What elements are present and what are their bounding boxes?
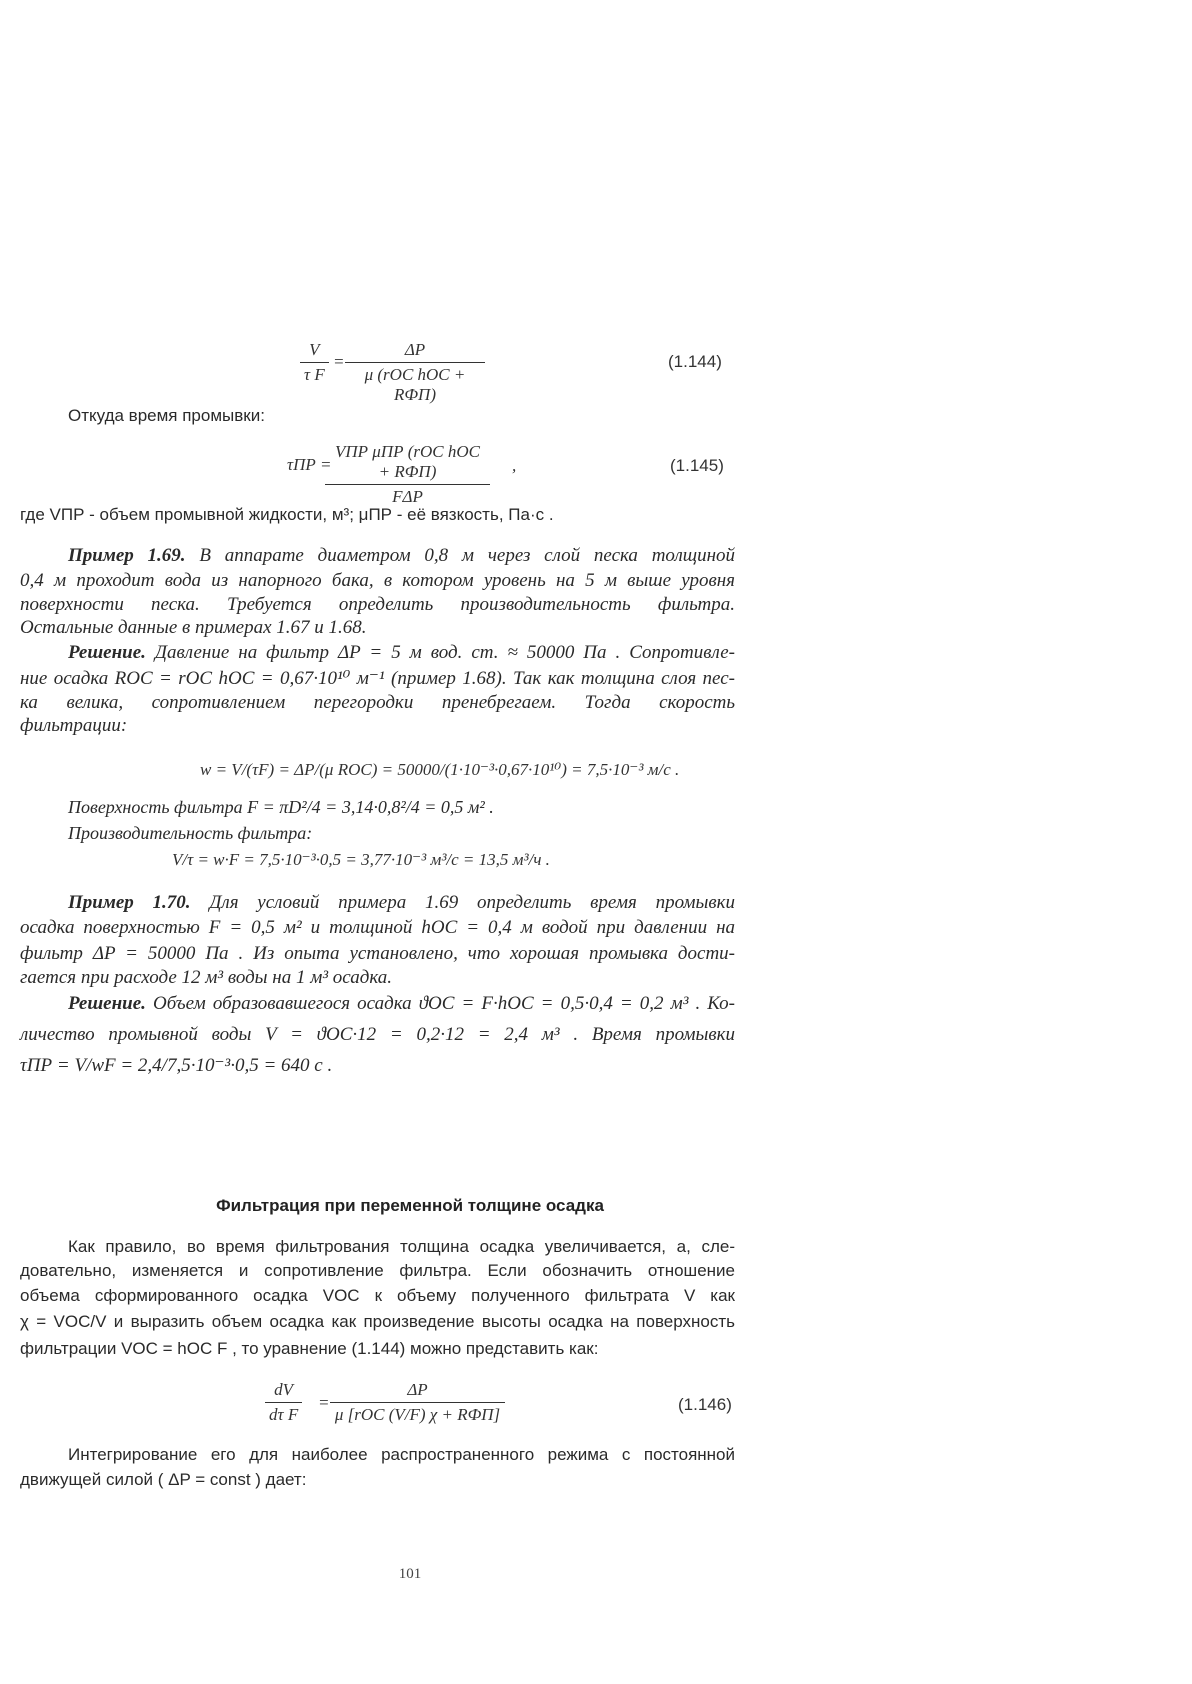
eq146-lhs-num: dV — [265, 1380, 302, 1403]
sol170-line-2: личество промывной воды V = ϑОС·12 = 0,2·12 = 2,4 м³ . Время промывки — [20, 1024, 735, 1045]
para-line-4: χ = VОС/V и выразить объем осадка как произведение высоты осадка на поверхность — [20, 1312, 735, 1331]
eq144-rhs-num: ΔP — [345, 340, 485, 363]
eq146-number: (1.146) — [678, 1395, 732, 1414]
page-number: 101 — [398, 1566, 422, 1582]
eq146-equals: = — [318, 1393, 330, 1412]
section-heading: Фильтрация при переменной толщине осадка — [216, 1196, 604, 1215]
sol169-line-4: фильтрации: — [20, 715, 128, 736]
sol170-line-3: τПР = V/wF = 2,4/7,5·10⁻³·0,5 = 640 с . — [20, 1055, 333, 1076]
eq145-rhs-fraction — [325, 442, 490, 507]
sol169-prod-eq: V/τ = w·F = 7,5·10⁻³·0,5 = 3,77·10⁻³ м³/с = 13,5 м³/ч . — [172, 850, 550, 869]
eq144-number: (1.144) — [668, 352, 722, 371]
ex170-line-1: Пример 1.70. Для условий примера 1.69 определить время промывки — [68, 892, 736, 913]
eq144-rhs-den: μ (rОС hОС + RФП) — [364, 365, 466, 404]
sol170-label: Решение. — [68, 993, 146, 1014]
para-line-1: Как правило, во время фильтрования толщина осадка увеличивается, а, сле- — [68, 1237, 735, 1256]
eq146-rhs-fraction — [330, 1380, 505, 1425]
para2-line-1: Интегрирование его для наиболее распространенного режима с постоянной — [68, 1445, 735, 1464]
eq145-lhs: τПР = — [287, 455, 332, 474]
eq145-number: (1.145) — [670, 456, 724, 475]
sol169-eq-w: w = V/(τF) = ΔP/(μ RОС) = 50000/(1·10⁻³·0,67·10¹⁰) = 7,5·10⁻³ м/с . — [200, 760, 680, 779]
eq144-lhs-num: V — [300, 340, 329, 363]
eq146-lhs-den: dτ F — [269, 1405, 299, 1424]
para-line-3: объема сформированного осадка VОС к объему полученного фильтрата V как — [20, 1286, 735, 1305]
sol169-line-3: ка велика, сопротивлением перегородки пренебрегаем. Тогда скорость — [20, 692, 735, 713]
eq146-rhs-num: ΔP — [330, 1380, 505, 1403]
sol169-prod-label: Производительность фильтра: — [68, 823, 313, 843]
sol170-line-1: Решение. Объем образовавшегося осадка ϑОС = F·hОС = 0,5·0,4 = 0,2 м³ . Ко- — [68, 993, 736, 1014]
eq144-lhs-fraction — [300, 340, 329, 385]
sol169-surface: Поверхность фильтра F = πD²/4 = 3,14·0,8²/4 = 0,5 м² . — [68, 797, 494, 817]
eq144-rhs-fraction — [345, 340, 485, 405]
eq144-equals: = — [333, 352, 345, 371]
text-otkuda: Откуда время промывки: — [68, 406, 265, 425]
ex169-line-2: 0,4 м проходит вода из напорного бака, в котором уровень на 5 м выше уровня — [20, 570, 735, 591]
ex169-label: Пример 1.69. — [68, 545, 186, 566]
sol169-line-2: ние осадка RОС = rОС hОС = 0,67·10¹⁰ м⁻¹ (пример 1.68). Так как толщина слоя пес- — [20, 668, 735, 689]
eq145-rhs-num: VПР μПР (rОС hОС + RФП) — [325, 442, 490, 485]
ex169-line-1: Пример 1.69. В аппарате диаметром 0,8 м через слой песка толщиной — [68, 545, 735, 566]
ex170-label: Пример 1.70. — [68, 892, 191, 913]
para2-line-2: движущей силой ( ΔP = const ) дает: — [20, 1470, 307, 1489]
ex169-line-4: Остальные данные в примерах 1.67 и 1.68. — [20, 617, 367, 638]
ex170-line-2: осадка поверхностью F = 0,5 м² и толщиной hОС = 0,4 м водой при давлении на — [20, 917, 735, 938]
ex170-line-3: фильтр ΔP = 50000 Па . Из опыта установлено, что хорошая промывка дости- — [20, 943, 735, 964]
eq146-rhs-den: μ [rОС (V/F) χ + RФП] — [334, 1405, 501, 1424]
eq145-rhs-den: FΔP — [392, 487, 423, 506]
para-line-5: фильтрации VОС = hОС F , то уравнение (1.144) можно представить как: — [20, 1339, 599, 1358]
eq144-lhs-den: τ F — [304, 365, 325, 384]
ex169-line-3: поверхности песка. Требуется определить производительность фильтра. — [20, 594, 735, 615]
ex170-line-4: гается при расходе 12 м³ воды на 1 м³ осадка. — [20, 967, 393, 988]
eq145-comma: , — [512, 456, 517, 475]
eq146-lhs-fraction — [265, 1380, 302, 1425]
para-line-2: довательно, изменяется и сопротивление фильтра. Если обозначить отношение — [20, 1261, 735, 1280]
sol169-line-1: Решение. Давление на фильтр ΔP = 5 м вод. ст. ≈ 50000 Па . Сопротивле- — [68, 642, 736, 663]
text-gde: где VПР - объем промывной жидкости, м³; μПР - её вязкость, Па·с . — [20, 505, 554, 524]
sol169-label: Решение. — [68, 642, 146, 663]
